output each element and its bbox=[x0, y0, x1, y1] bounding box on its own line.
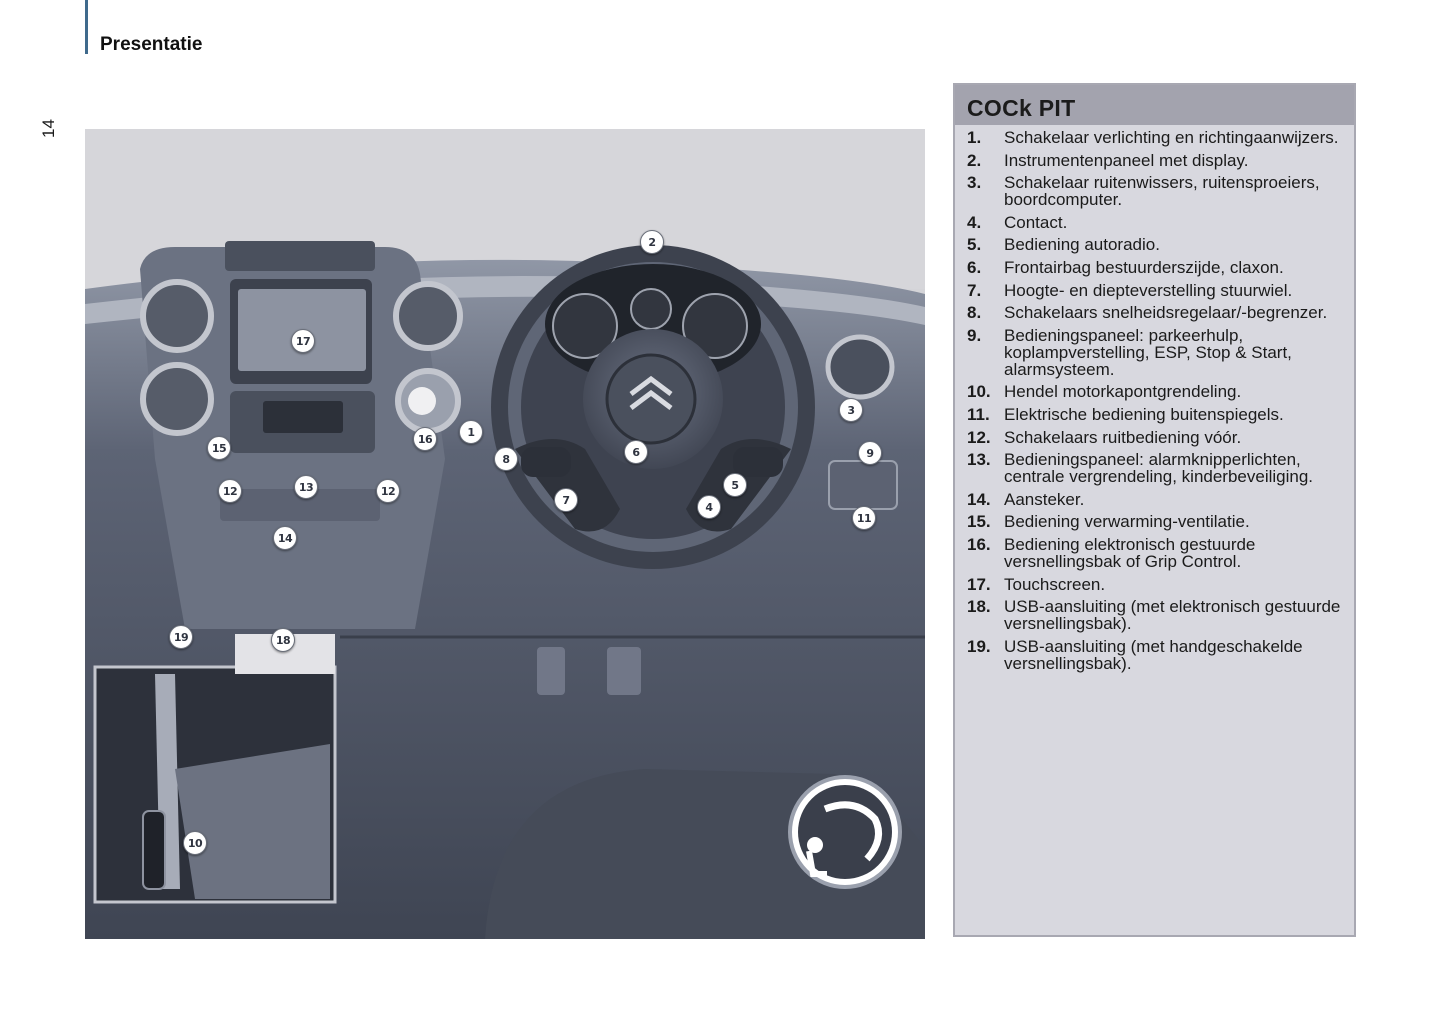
callout-11: 11 bbox=[852, 506, 876, 530]
legend-number: 5. bbox=[967, 235, 982, 255]
callout-16: 16 bbox=[413, 427, 437, 451]
legend-item bbox=[967, 429, 1352, 446]
legend-item bbox=[967, 174, 1352, 208]
legend-item bbox=[967, 129, 1352, 146]
legend-number: 12. bbox=[967, 427, 991, 447]
legend-number: 6. bbox=[967, 257, 982, 277]
legend-number: 1. bbox=[967, 128, 982, 147]
legend-text: Touchscreen. bbox=[1004, 574, 1106, 594]
legend-text: Schakelaars ruitbediening vóór. bbox=[1004, 427, 1242, 447]
legend-text: Bediening elektronisch gestuurde versnellingsbak of Grip Control. bbox=[1004, 534, 1256, 571]
legend-number: 14. bbox=[967, 489, 991, 509]
legend-number: 15. bbox=[967, 512, 991, 532]
legend-item bbox=[967, 383, 1352, 400]
legend-item bbox=[967, 259, 1352, 276]
legend-text: Hendel motorkapontgrendeling. bbox=[1004, 382, 1242, 402]
legend-text: Instrumentenpaneel met display. bbox=[1004, 150, 1249, 170]
cockpit-illustration bbox=[85, 129, 925, 939]
callout-19: 19 bbox=[169, 625, 193, 649]
legend-text: Schakelaar verlichting en richtingaanwijzers. bbox=[1004, 128, 1339, 147]
legend-text: Schakelaars snelheidsregelaar/-begrenzer. bbox=[1004, 303, 1328, 323]
legend-text: Frontairbag bestuurderszijde, claxon. bbox=[1004, 257, 1284, 277]
legend-text: Hoogte- en diepteverstelling stuurwiel. bbox=[1004, 280, 1293, 300]
legend-text: Bedieningspaneel: alarmknipperlichten, centrale vergrendeling, kinderbeveiliging. bbox=[1004, 450, 1314, 487]
legend-number: 11. bbox=[967, 404, 990, 424]
callout-13: 13 bbox=[294, 475, 318, 499]
legend-text: Elektrische bediening buitenspiegels. bbox=[1004, 404, 1284, 424]
legend-number: 3. bbox=[967, 173, 982, 193]
legend-item bbox=[967, 282, 1352, 299]
legend-item bbox=[967, 214, 1352, 231]
legend-text: USB-aansluiting (met elektronisch gestuurde versnellingsbak). bbox=[1004, 597, 1341, 634]
legend-item bbox=[967, 236, 1352, 253]
callout-9: 9 bbox=[858, 441, 882, 465]
legend-number: 8. bbox=[967, 303, 982, 323]
callout-5: 5 bbox=[723, 473, 747, 497]
legend-number: 9. bbox=[967, 325, 982, 345]
callout-6: 6 bbox=[624, 440, 648, 464]
legend-text: USB-aansluiting (met handgeschakelde versnellingsbak). bbox=[1004, 636, 1303, 673]
legend-number: 10. bbox=[967, 382, 991, 402]
section-title: Presentatie bbox=[100, 34, 203, 55]
legend-number: 7. bbox=[967, 280, 982, 300]
callout-14: 14 bbox=[273, 526, 297, 550]
page-number: 14 bbox=[39, 119, 58, 138]
legend-text: Bedieningspaneel: parkeerhulp, koplampverstelling, ESP, Stop & Start, alarmsysteem. bbox=[1004, 325, 1292, 379]
callout-1: 1 bbox=[459, 420, 483, 444]
legend-item bbox=[967, 536, 1352, 570]
callout-17: 17 bbox=[291, 329, 315, 353]
legend-number: 19. bbox=[967, 636, 991, 656]
legend-text: Aansteker. bbox=[1004, 489, 1085, 509]
callout-7: 7 bbox=[554, 488, 578, 512]
callout-12a: 12 bbox=[218, 479, 242, 503]
legend-item bbox=[967, 451, 1352, 485]
legend-list bbox=[967, 129, 1352, 677]
legend-title: COCk PIT bbox=[967, 95, 1076, 121]
legend-number: 4. bbox=[967, 212, 982, 232]
legend-number: 13. bbox=[967, 450, 991, 470]
legend-number: 16. bbox=[967, 534, 991, 554]
callout-4: 4 bbox=[697, 495, 721, 519]
callout-3: 3 bbox=[839, 398, 863, 422]
legend-text: Contact. bbox=[1004, 212, 1068, 232]
callout-15: 15 bbox=[207, 436, 231, 460]
legend-item bbox=[967, 304, 1352, 321]
callout-10: 10 bbox=[183, 831, 207, 855]
legend-text: Schakelaar ruitenwissers, ruitensproeiers, boordcomputer. bbox=[1004, 173, 1320, 210]
legend-item bbox=[967, 598, 1352, 632]
legend-number: 18. bbox=[967, 597, 991, 617]
legend-item bbox=[967, 638, 1352, 672]
legend-number: 17. bbox=[967, 574, 991, 594]
cockpit-drawing bbox=[85, 129, 925, 939]
header-rule bbox=[85, 0, 88, 54]
legend-text: Bediening autoradio. bbox=[1004, 235, 1160, 255]
callout-12b: 12 bbox=[376, 479, 400, 503]
legend-number: 2. bbox=[967, 150, 982, 170]
callout-18: 18 bbox=[271, 628, 295, 652]
legend-item bbox=[967, 491, 1352, 508]
legend-item bbox=[967, 513, 1352, 530]
legend-panel bbox=[953, 83, 1356, 937]
legend-item bbox=[967, 406, 1352, 423]
legend-item bbox=[967, 152, 1352, 169]
legend-item bbox=[967, 327, 1352, 378]
callout-2: 2 bbox=[640, 230, 664, 254]
legend-text: Bediening verwarming-ventilatie. bbox=[1004, 512, 1250, 532]
callout-8: 8 bbox=[494, 447, 518, 471]
legend-item bbox=[967, 576, 1352, 593]
